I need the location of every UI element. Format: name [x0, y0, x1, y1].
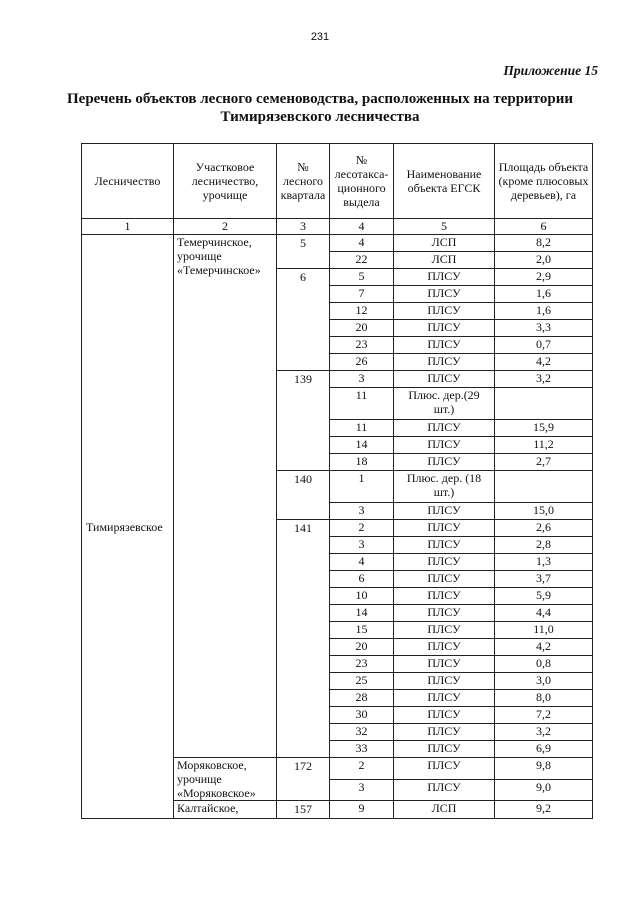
object-name-cell: ПЛСУ	[394, 741, 495, 758]
table-header-row	[82, 144, 593, 219]
vydel-cell: 20	[330, 639, 394, 656]
area-cell: 11,2	[495, 437, 593, 454]
header-cell: № лесотакса-ционного выдела	[330, 144, 394, 219]
object-name-cell: ПЛСУ	[394, 371, 495, 388]
area-cell: 3,0	[495, 673, 593, 690]
area-cell: 8,0	[495, 690, 593, 707]
object-name-cell: Плюс. дер. (18 шт.)	[394, 471, 495, 503]
area-cell: 8,2	[495, 235, 593, 252]
object-name-cell: ПЛСУ	[394, 779, 495, 801]
area-cell: 0,8	[495, 656, 593, 673]
area-cell: 9,8	[495, 758, 593, 780]
vydel-cell: 20	[330, 320, 394, 337]
object-name-cell: ПЛСУ	[394, 588, 495, 605]
vydel-cell: 7	[330, 286, 394, 303]
column-number: 4	[330, 219, 394, 235]
vydel-cell: 18	[330, 454, 394, 471]
vydel-cell: 2	[330, 520, 394, 537]
vydel-cell: 2	[330, 758, 394, 780]
header-cell: Площадь объекта (кроме плюсовых деревьев), га	[495, 144, 593, 219]
area-cell: 4,2	[495, 639, 593, 656]
vydel-cell: 14	[330, 605, 394, 622]
vydel-cell: 11	[330, 420, 394, 437]
object-name-cell: ПЛСУ	[394, 707, 495, 724]
object-name-cell: ПЛСУ	[394, 758, 495, 780]
area-cell: 4,4	[495, 605, 593, 622]
object-name-cell: ПЛСУ	[394, 724, 495, 741]
uchastok-cell: Темерчинское, урочище «Темерчинское»	[174, 235, 277, 758]
vydel-cell: 15	[330, 622, 394, 639]
object-name-cell: ПЛСУ	[394, 454, 495, 471]
area-cell: 2,0	[495, 252, 593, 269]
area-cell: 7,2	[495, 707, 593, 724]
vydel-cell: 33	[330, 741, 394, 758]
vydel-cell: 3	[330, 503, 394, 520]
column-number: 3	[277, 219, 330, 235]
vydel-cell: 22	[330, 252, 394, 269]
uchastok-cell: Калтайское,	[174, 801, 277, 819]
object-name-cell: ПЛСУ	[394, 690, 495, 707]
object-name-cell: ПЛСУ	[394, 673, 495, 690]
vydel-cell: 4	[330, 235, 394, 252]
object-name-cell: ПЛСУ	[394, 622, 495, 639]
vydel-cell: 4	[330, 554, 394, 571]
area-cell: 9,0	[495, 779, 593, 801]
object-name-cell: ПЛСУ	[394, 537, 495, 554]
kvartal-cell: 172	[277, 758, 330, 801]
vydel-cell: 3	[330, 537, 394, 554]
object-name-cell: ПЛСУ	[394, 420, 495, 437]
object-name-cell: ЛСП	[394, 235, 495, 252]
area-cell: 9,2	[495, 801, 593, 819]
area-cell: 15,0	[495, 503, 593, 520]
vydel-cell: 23	[330, 337, 394, 354]
uchastok-cell: Моряковское, урочище «Моряковское»	[174, 758, 277, 801]
area-cell	[495, 471, 593, 503]
column-number: 6	[495, 219, 593, 235]
object-name-cell: ПЛСУ	[394, 571, 495, 588]
seed-objects-table	[81, 143, 593, 819]
vydel-cell: 26	[330, 354, 394, 371]
kvartal-cell: 157	[277, 801, 330, 819]
column-number: 5	[394, 219, 495, 235]
area-cell: 4,2	[495, 354, 593, 371]
object-name-cell: ЛСП	[394, 801, 495, 819]
column-number: 2	[174, 219, 277, 235]
vydel-cell: 28	[330, 690, 394, 707]
kvartal-cell: 140	[277, 471, 330, 520]
area-cell: 2,8	[495, 537, 593, 554]
object-name-cell: ПЛСУ	[394, 269, 495, 286]
object-name-cell: Плюс. дер.(29 шт.)	[394, 388, 495, 420]
vydel-cell: 14	[330, 437, 394, 454]
area-cell: 1,3	[495, 554, 593, 571]
area-cell: 2,6	[495, 520, 593, 537]
vydel-cell: 3	[330, 371, 394, 388]
area-cell: 0,7	[495, 337, 593, 354]
appendix-label: Приложение 15	[503, 63, 598, 78]
kvartal-cell: 139	[277, 371, 330, 471]
vydel-cell: 9	[330, 801, 394, 819]
page-title: Перечень объектов лесного семеноводства, расположенных на территории Тимирязевского лесничества	[67, 91, 573, 125]
object-name-cell: ПЛСУ	[394, 303, 495, 320]
object-name-cell: ПЛСУ	[394, 656, 495, 673]
area-cell: 3,7	[495, 571, 593, 588]
object-name-cell: ПЛСУ	[394, 337, 495, 354]
vydel-cell: 10	[330, 588, 394, 605]
area-cell: 2,7	[495, 454, 593, 471]
area-cell	[495, 388, 593, 420]
object-name-cell: ПЛСУ	[394, 286, 495, 303]
area-cell: 3,2	[495, 371, 593, 388]
area-cell: 15,9	[495, 420, 593, 437]
lesnichestvo-cell: Тимирязевское	[82, 235, 174, 819]
object-name-cell: ПЛСУ	[394, 320, 495, 337]
vydel-cell: 32	[330, 724, 394, 741]
vydel-cell: 12	[330, 303, 394, 320]
vydel-cell: 23	[330, 656, 394, 673]
vydel-cell: 5	[330, 269, 394, 286]
object-name-cell: ПЛСУ	[394, 354, 495, 371]
header-cell: Наименование объекта ЕГСК	[394, 144, 495, 219]
area-cell: 6,9	[495, 741, 593, 758]
area-cell: 2,9	[495, 269, 593, 286]
vydel-cell: 3	[330, 779, 394, 801]
object-name-cell: ПЛСУ	[394, 639, 495, 656]
table-row	[82, 235, 593, 252]
header-cell: Лесничество	[82, 144, 174, 219]
area-cell: 5,9	[495, 588, 593, 605]
vydel-cell: 1	[330, 471, 394, 503]
page-number: 231	[310, 31, 330, 43]
table-body	[82, 235, 593, 819]
vydel-cell: 11	[330, 388, 394, 420]
vydel-cell: 30	[330, 707, 394, 724]
object-name-cell: ПЛСУ	[394, 554, 495, 571]
kvartal-cell: 141	[277, 520, 330, 758]
kvartal-cell: 6	[277, 269, 330, 371]
column-number-row	[82, 219, 593, 235]
column-number: 1	[82, 219, 174, 235]
kvartal-cell: 5	[277, 235, 330, 269]
area-cell: 1,6	[495, 303, 593, 320]
object-name-cell: ПЛСУ	[394, 503, 495, 520]
object-name-cell: ЛСП	[394, 252, 495, 269]
area-cell: 1,6	[495, 286, 593, 303]
object-name-cell: ПЛСУ	[394, 605, 495, 622]
vydel-cell: 25	[330, 673, 394, 690]
object-name-cell: ПЛСУ	[394, 437, 495, 454]
area-cell: 3,2	[495, 724, 593, 741]
area-cell: 3,3	[495, 320, 593, 337]
area-cell: 11,0	[495, 622, 593, 639]
object-name-cell: ПЛСУ	[394, 520, 495, 537]
vydel-cell: 6	[330, 571, 394, 588]
header-cell: № лесного квартала	[277, 144, 330, 219]
header-cell: Участковое лесничество, урочище	[174, 144, 277, 219]
